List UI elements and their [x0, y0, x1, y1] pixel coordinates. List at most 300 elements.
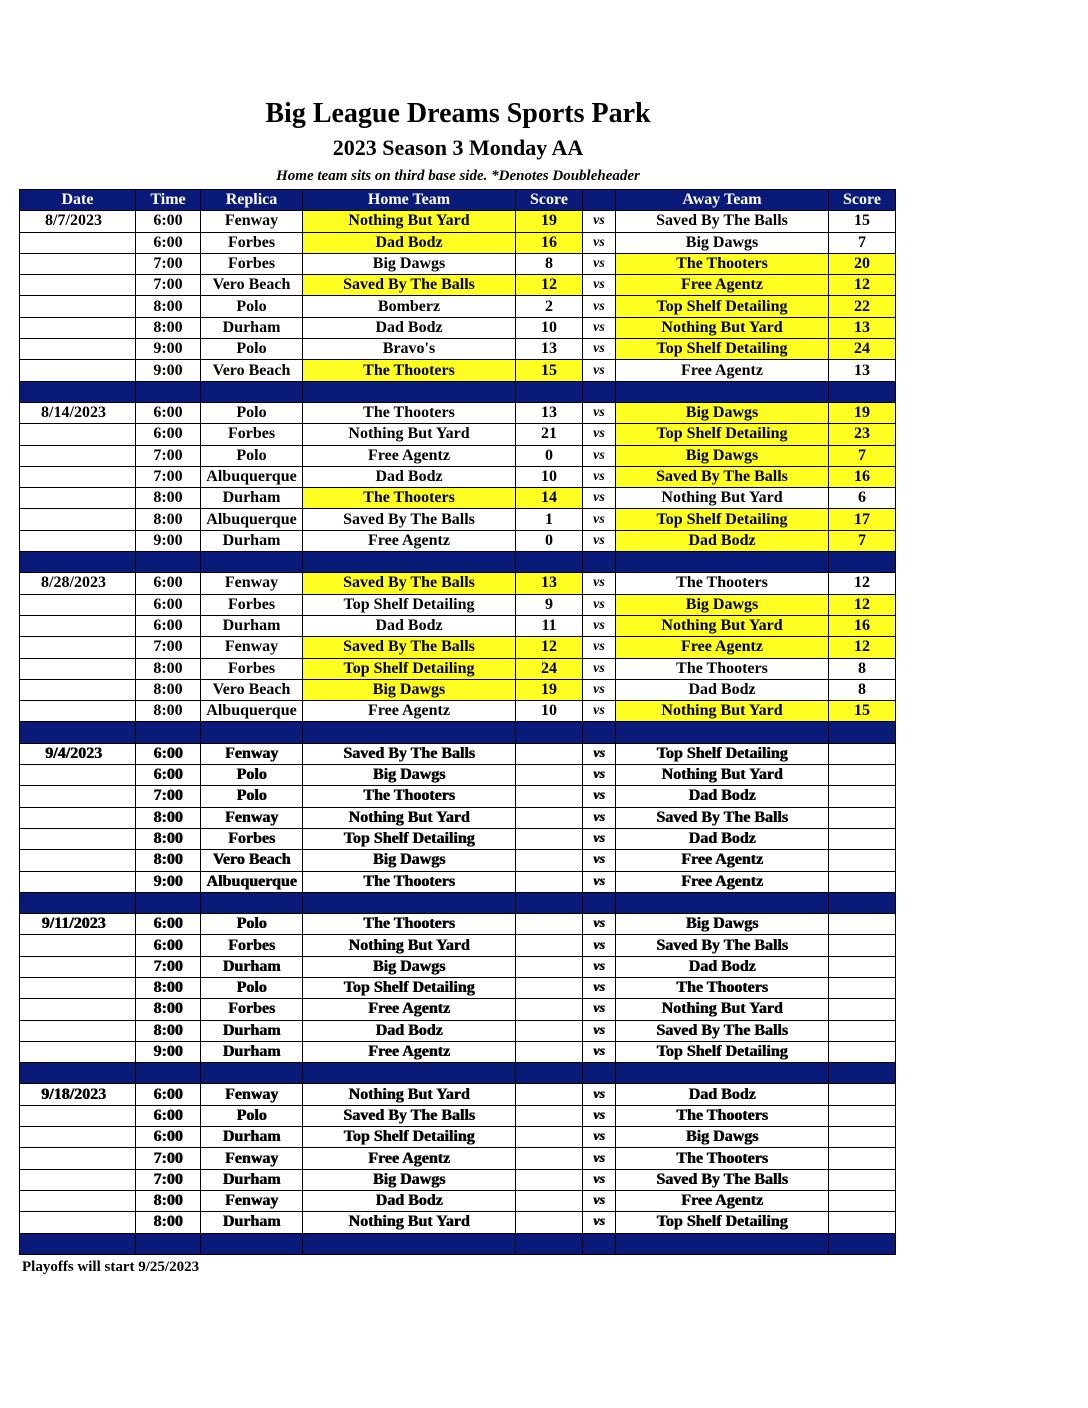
home-score: 0: [516, 530, 583, 551]
away-score: [829, 1105, 896, 1126]
vs-label: vs: [583, 1084, 616, 1105]
game-time: 9:00: [136, 339, 201, 360]
table-row: [20, 573, 896, 594]
separator-cell: [201, 722, 303, 743]
home-score: [516, 1041, 583, 1062]
home-score: [516, 828, 583, 849]
away-score: [829, 914, 896, 935]
away-score: 13: [829, 360, 896, 381]
away-score: 16: [829, 466, 896, 487]
vs-label: vs: [583, 786, 616, 807]
game-time: 7:00: [136, 786, 201, 807]
away-score: 12: [829, 573, 896, 594]
home-team: Big Dawgs: [303, 679, 516, 700]
away-score: 15: [829, 701, 896, 722]
game-field: Albuquerque: [201, 871, 303, 892]
vs-label: vs: [583, 530, 616, 551]
vs-label: vs: [583, 232, 616, 253]
game-field: Fenway: [201, 1148, 303, 1169]
separator-cell: [583, 381, 616, 402]
away-team: Dad Bodz: [616, 956, 829, 977]
away-team: The Thooters: [616, 977, 829, 998]
separator-cell: [616, 1233, 829, 1254]
game-date: [20, 1020, 136, 1041]
separator-cell: [583, 1063, 616, 1084]
game-date: 9/4/2023: [20, 743, 136, 764]
table-row: [20, 977, 896, 998]
week-separator: [20, 892, 896, 913]
game-time: 6:00: [136, 594, 201, 615]
away-score: 12: [829, 594, 896, 615]
page-title: Big League Dreams Sports Park: [265, 98, 651, 129]
away-team: Big Dawgs: [616, 232, 829, 253]
away-score: [829, 1148, 896, 1169]
vs-label: vs: [583, 402, 616, 423]
away-team: Free Agentz: [616, 360, 829, 381]
home-team: Dad Bodz: [303, 1190, 516, 1211]
home-score: 13: [516, 573, 583, 594]
game-field: Forbes: [201, 232, 303, 253]
game-field: Polo: [201, 977, 303, 998]
home-team: Nothing But Yard: [303, 1212, 516, 1233]
away-team: Saved By The Balls: [616, 807, 829, 828]
away-team: Free Agentz: [616, 637, 829, 658]
game-field: Fenway: [201, 637, 303, 658]
game-date: [20, 360, 136, 381]
home-team: Free Agentz: [303, 1041, 516, 1062]
home-score: 21: [516, 424, 583, 445]
game-date: [20, 1127, 136, 1148]
away-score: [829, 956, 896, 977]
game-field: Vero Beach: [201, 275, 303, 296]
game-date: [20, 509, 136, 530]
separator-cell: [20, 381, 136, 402]
table-row: [20, 211, 896, 232]
game-field: Durham: [201, 1169, 303, 1190]
home-score: 10: [516, 701, 583, 722]
separator-cell: [516, 552, 583, 573]
table-row: [20, 935, 896, 956]
home-team: The Thooters: [303, 914, 516, 935]
away-score: 23: [829, 424, 896, 445]
vs-label: vs: [583, 658, 616, 679]
table-row: [20, 914, 896, 935]
game-time: 7:00: [136, 253, 201, 274]
table-row: [20, 360, 896, 381]
table-row: [20, 658, 896, 679]
away-team: Top Shelf Detailing: [616, 424, 829, 445]
home-score: 11: [516, 615, 583, 636]
table-row: [20, 615, 896, 636]
away-score: 7: [829, 445, 896, 466]
table-row: [20, 701, 896, 722]
game-date: [20, 1212, 136, 1233]
game-field: Vero Beach: [201, 679, 303, 700]
separator-cell: [303, 1063, 516, 1084]
separator-cell: [201, 381, 303, 402]
away-team: Free Agentz: [616, 275, 829, 296]
away-team: The Thooters: [616, 658, 829, 679]
col-home-score-header: Score: [516, 190, 583, 211]
vs-label: vs: [583, 445, 616, 466]
away-score: 8: [829, 658, 896, 679]
home-team: Nothing But Yard: [303, 935, 516, 956]
table-row: [20, 1127, 896, 1148]
home-score: [516, 1212, 583, 1233]
game-field: Durham: [201, 317, 303, 338]
separator-cell: [20, 1063, 136, 1084]
game-field: Fenway: [201, 1084, 303, 1105]
away-score: [829, 999, 896, 1020]
game-date: [20, 786, 136, 807]
game-time: 8:00: [136, 317, 201, 338]
game-field: Polo: [201, 445, 303, 466]
game-time: 6:00: [136, 424, 201, 445]
home-score: [516, 786, 583, 807]
away-score: [829, 1084, 896, 1105]
vs-label: vs: [583, 1212, 616, 1233]
table-row: [20, 956, 896, 977]
vs-label: vs: [583, 935, 616, 956]
away-team: The Thooters: [616, 1105, 829, 1126]
vs-label: vs: [583, 701, 616, 722]
away-team: Dad Bodz: [616, 679, 829, 700]
away-team: Dad Bodz: [616, 786, 829, 807]
vs-label: vs: [583, 999, 616, 1020]
home-team: Dad Bodz: [303, 466, 516, 487]
away-team: Top Shelf Detailing: [616, 339, 829, 360]
week-separator: [20, 1063, 896, 1084]
game-field: Forbes: [201, 935, 303, 956]
table-row: [20, 1105, 896, 1126]
home-score: 19: [516, 211, 583, 232]
away-score: 12: [829, 275, 896, 296]
home-team: Top Shelf Detailing: [303, 977, 516, 998]
game-time: 6:00: [136, 1105, 201, 1126]
game-time: 6:00: [136, 914, 201, 935]
game-field: Vero Beach: [201, 360, 303, 381]
game-date: [20, 1169, 136, 1190]
away-team: Big Dawgs: [616, 1127, 829, 1148]
table-row: [20, 637, 896, 658]
home-score: [516, 871, 583, 892]
game-time: 9:00: [136, 360, 201, 381]
away-score: [829, 935, 896, 956]
game-field: Durham: [201, 1212, 303, 1233]
game-time: 8:00: [136, 850, 201, 871]
header-row: [20, 190, 896, 211]
game-field: Fenway: [201, 211, 303, 232]
game-date: [20, 658, 136, 679]
game-field: Forbes: [201, 253, 303, 274]
away-team: Big Dawgs: [616, 594, 829, 615]
game-time: 9:00: [136, 871, 201, 892]
vs-label: vs: [583, 296, 616, 317]
table-row: [20, 871, 896, 892]
table-row: [20, 530, 896, 551]
vs-label: vs: [583, 360, 616, 381]
game-field: Fenway: [201, 1190, 303, 1211]
away-team: The Thooters: [616, 1148, 829, 1169]
game-date: [20, 679, 136, 700]
home-score: [516, 1127, 583, 1148]
vs-label: vs: [583, 1127, 616, 1148]
away-score: [829, 850, 896, 871]
game-date: [20, 807, 136, 828]
week-separator: [20, 1233, 896, 1254]
table-row: [20, 999, 896, 1020]
separator-cell: [20, 892, 136, 913]
game-date: [20, 871, 136, 892]
away-team: Top Shelf Detailing: [616, 509, 829, 530]
separator-cell: [583, 1233, 616, 1254]
game-date: [20, 594, 136, 615]
page-subtitle: 2023 Season 3 Monday AA: [332, 135, 584, 160]
home-score: [516, 1148, 583, 1169]
separator-cell: [829, 1063, 896, 1084]
game-date: [20, 253, 136, 274]
game-field: Durham: [201, 1041, 303, 1062]
home-score: 0: [516, 445, 583, 466]
vs-label: vs: [583, 424, 616, 445]
game-date: [20, 956, 136, 977]
vs-label: vs: [583, 914, 616, 935]
table-row: [20, 402, 896, 423]
game-date: [20, 339, 136, 360]
home-score: [516, 807, 583, 828]
game-field: Fenway: [201, 573, 303, 594]
home-team: Dad Bodz: [303, 615, 516, 636]
col-home-team-header: Home Team: [303, 190, 516, 211]
game-time: 8:00: [136, 296, 201, 317]
home-team: Saved By The Balls: [303, 573, 516, 594]
game-time: 9:00: [136, 530, 201, 551]
away-score: 13: [829, 317, 896, 338]
game-field: Vero Beach: [201, 850, 303, 871]
home-score: [516, 850, 583, 871]
away-team: Dad Bodz: [616, 828, 829, 849]
game-date: [20, 296, 136, 317]
vs-label: vs: [583, 211, 616, 232]
separator-cell: [616, 552, 829, 573]
game-field: Polo: [201, 914, 303, 935]
home-score: [516, 956, 583, 977]
separator-cell: [20, 1233, 136, 1254]
vs-label: vs: [583, 743, 616, 764]
away-score: 8: [829, 679, 896, 700]
game-time: 7:00: [136, 275, 201, 296]
away-team: Free Agentz: [616, 1190, 829, 1211]
game-time: 6:00: [136, 935, 201, 956]
vs-label: vs: [583, 807, 616, 828]
game-time: 7:00: [136, 466, 201, 487]
game-time: 7:00: [136, 637, 201, 658]
game-time: 6:00: [136, 1084, 201, 1105]
table-row: [20, 743, 896, 764]
away-score: [829, 1127, 896, 1148]
home-team: Saved By The Balls: [303, 275, 516, 296]
table-row: [20, 765, 896, 786]
game-date: [20, 275, 136, 296]
game-date: [20, 424, 136, 445]
table-row: [20, 786, 896, 807]
home-team: Nothing But Yard: [303, 807, 516, 828]
game-date: 8/28/2023: [20, 573, 136, 594]
home-team: The Thooters: [303, 488, 516, 509]
table-row: [20, 275, 896, 296]
game-field: Polo: [201, 1105, 303, 1126]
away-team: The Thooters: [616, 573, 829, 594]
vs-label: vs: [583, 1020, 616, 1041]
separator-cell: [616, 892, 829, 913]
separator-cell: [616, 381, 829, 402]
away-score: [829, 1212, 896, 1233]
home-score: [516, 914, 583, 935]
separator-cell: [303, 722, 516, 743]
home-score: 15: [516, 360, 583, 381]
separator-cell: [136, 722, 201, 743]
table-row: [20, 296, 896, 317]
vs-label: vs: [583, 1105, 616, 1126]
game-time: 6:00: [136, 211, 201, 232]
table-row: [20, 253, 896, 274]
away-score: [829, 1190, 896, 1211]
separator-cell: [583, 552, 616, 573]
home-team: Big Dawgs: [303, 956, 516, 977]
separator-cell: [583, 892, 616, 913]
separator-cell: [201, 1233, 303, 1254]
game-field: Polo: [201, 402, 303, 423]
game-field: Albuquerque: [201, 466, 303, 487]
table-row: [20, 1148, 896, 1169]
game-field: Fenway: [201, 807, 303, 828]
home-score: 2: [516, 296, 583, 317]
home-score: 14: [516, 488, 583, 509]
game-field: Polo: [201, 339, 303, 360]
home-team: Dad Bodz: [303, 317, 516, 338]
separator-cell: [201, 892, 303, 913]
away-team: Nothing But Yard: [616, 317, 829, 338]
game-date: [20, 1148, 136, 1169]
table-row: [20, 807, 896, 828]
game-field: Durham: [201, 956, 303, 977]
home-team: Saved By The Balls: [303, 743, 516, 764]
separator-cell: [829, 722, 896, 743]
home-score: [516, 999, 583, 1020]
game-time: 7:00: [136, 1148, 201, 1169]
vs-label: vs: [583, 977, 616, 998]
away-score: 7: [829, 530, 896, 551]
home-score: 8: [516, 253, 583, 274]
vs-label: vs: [583, 765, 616, 786]
home-team: The Thooters: [303, 402, 516, 423]
game-time: 8:00: [136, 977, 201, 998]
home-score: 12: [516, 275, 583, 296]
game-date: [20, 828, 136, 849]
separator-cell: [201, 1063, 303, 1084]
separator-cell: [303, 892, 516, 913]
col-away-score-header: Score: [829, 190, 896, 211]
separator-cell: [136, 892, 201, 913]
vs-label: vs: [583, 850, 616, 871]
home-score: 13: [516, 402, 583, 423]
away-team: Top Shelf Detailing: [616, 1041, 829, 1062]
vs-label: vs: [583, 573, 616, 594]
vs-label: vs: [583, 253, 616, 274]
home-team: Saved By The Balls: [303, 1105, 516, 1126]
home-team: Free Agentz: [303, 530, 516, 551]
home-score: [516, 935, 583, 956]
home-score: 16: [516, 232, 583, 253]
vs-label: vs: [583, 594, 616, 615]
schedule-note: Home team sits on third base side. *Denotes Doubleheader: [276, 168, 640, 184]
away-team: Saved By The Balls: [616, 1169, 829, 1190]
col-time-header: Time: [136, 190, 201, 211]
vs-label: vs: [583, 1169, 616, 1190]
game-field: Durham: [201, 1127, 303, 1148]
away-team: Big Dawgs: [616, 914, 829, 935]
game-time: 8:00: [136, 488, 201, 509]
game-field: Polo: [201, 786, 303, 807]
separator-cell: [829, 892, 896, 913]
separator-cell: [136, 1063, 201, 1084]
home-team: Nothing But Yard: [303, 424, 516, 445]
game-time: 7:00: [136, 445, 201, 466]
away-team: Top Shelf Detailing: [616, 296, 829, 317]
game-time: 8:00: [136, 658, 201, 679]
vs-label: vs: [583, 488, 616, 509]
vs-label: vs: [583, 1190, 616, 1211]
home-team: Dad Bodz: [303, 232, 516, 253]
game-time: 8:00: [136, 807, 201, 828]
table-row: [20, 317, 896, 338]
separator-cell: [136, 381, 201, 402]
vs-label: vs: [583, 871, 616, 892]
week-separator: [20, 722, 896, 743]
game-field: Fenway: [201, 743, 303, 764]
home-score: [516, 1169, 583, 1190]
home-team: Free Agentz: [303, 1148, 516, 1169]
game-time: 6:00: [136, 743, 201, 764]
playoffs-note: Playoffs will start 9/25/2023: [22, 1259, 200, 1275]
schedule-body: [20, 211, 896, 1255]
game-time: 6:00: [136, 765, 201, 786]
table-row: [20, 1169, 896, 1190]
away-team: The Thooters: [616, 253, 829, 274]
col-away-team-header: Away Team: [616, 190, 829, 211]
table-row: [20, 1020, 896, 1041]
home-team: The Thooters: [303, 871, 516, 892]
game-field: Forbes: [201, 658, 303, 679]
away-team: Free Agentz: [616, 871, 829, 892]
home-team: Free Agentz: [303, 701, 516, 722]
separator-cell: [829, 381, 896, 402]
away-team: Top Shelf Detailing: [616, 743, 829, 764]
away-score: [829, 786, 896, 807]
separator-cell: [829, 1233, 896, 1254]
away-team: Dad Bodz: [616, 530, 829, 551]
game-time: 6:00: [136, 232, 201, 253]
vs-label: vs: [583, 828, 616, 849]
vs-label: vs: [583, 339, 616, 360]
separator-cell: [516, 1233, 583, 1254]
vs-label: vs: [583, 956, 616, 977]
game-date: [20, 765, 136, 786]
home-score: 12: [516, 637, 583, 658]
separator-cell: [303, 381, 516, 402]
home-score: 9: [516, 594, 583, 615]
week-separator: [20, 552, 896, 573]
